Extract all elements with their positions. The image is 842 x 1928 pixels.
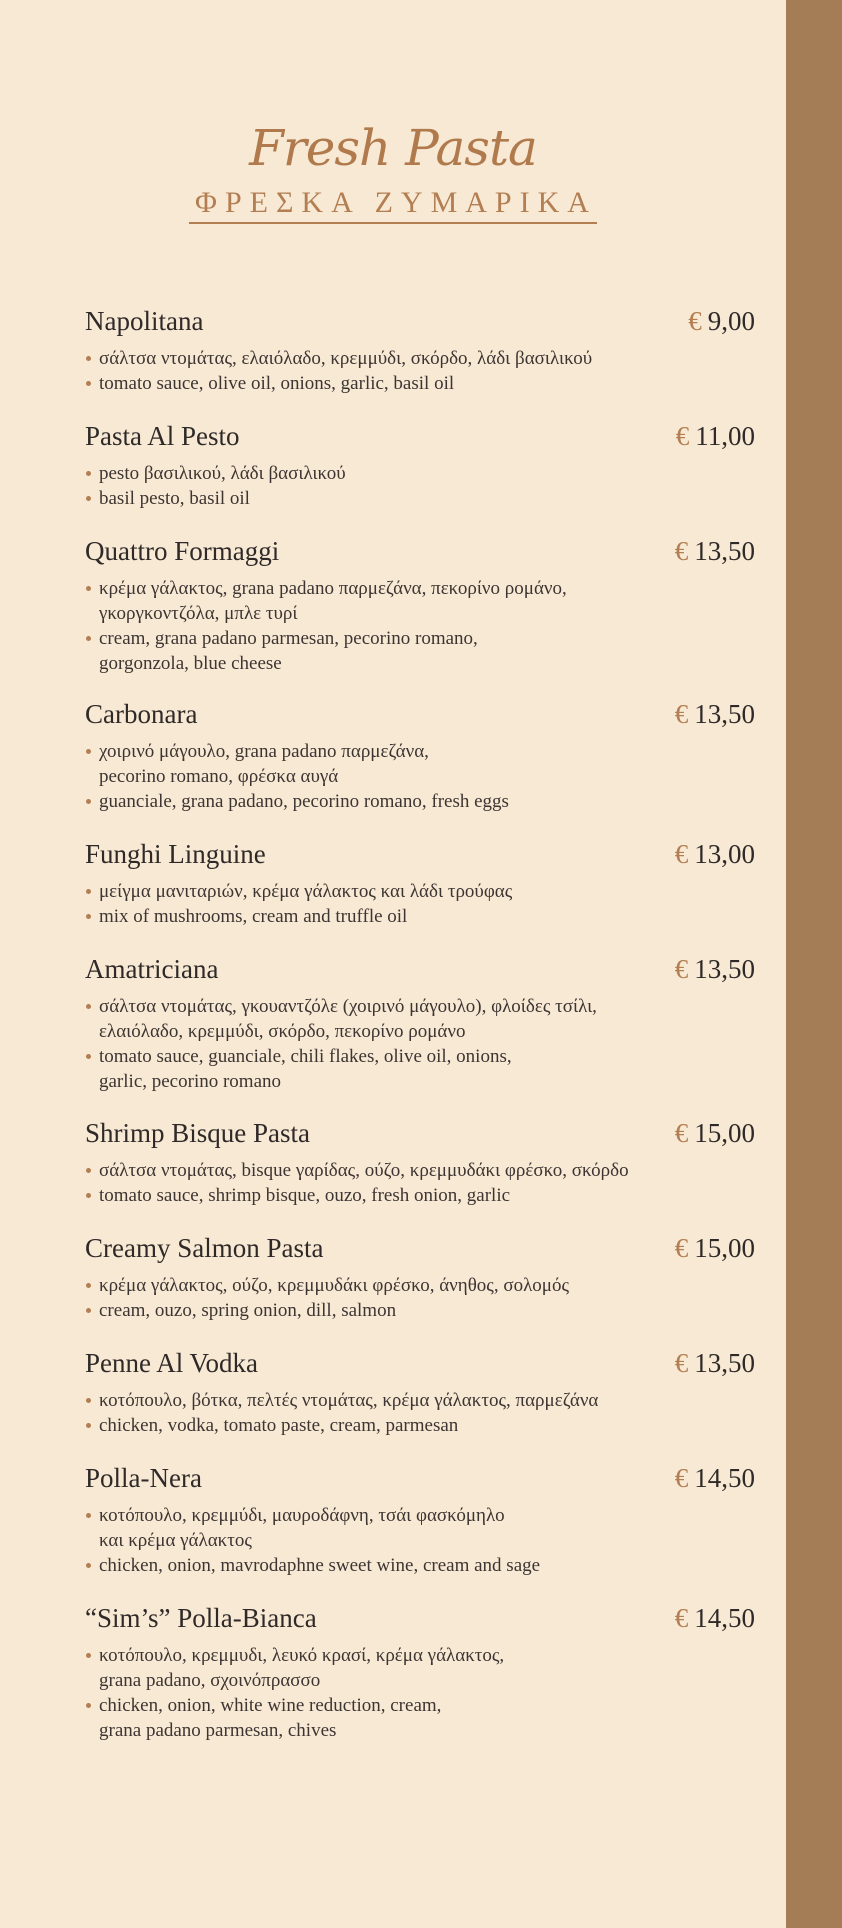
- dish-price: [688, 306, 755, 337]
- menu-item: [85, 1603, 755, 1743]
- dish-name: Creamy Salmon Pasta: [85, 1233, 324, 1263]
- menu-item-header: [85, 839, 755, 879]
- dish-price: [675, 1118, 755, 1149]
- ingredient-line-bulleted: pesto βασιλικού, λάδι βασιλικού: [85, 461, 755, 486]
- euro-symbol: €: [674, 954, 689, 984]
- menu-item: [85, 421, 755, 511]
- ingredient-line-bulleted: chicken, onion, mavrodaphne sweet wine, cream and sage: [85, 1553, 755, 1578]
- ingredient-line-bulleted: κοτόπουλο, κρεμμύδι, μαυροδάφνη, τσάι φασκόμηλο: [85, 1503, 755, 1528]
- dish-name: Penne Al Vodka: [85, 1348, 259, 1378]
- menu-item: [85, 536, 755, 676]
- price-amount: 14,50: [694, 1463, 755, 1493]
- price-amount: 11,00: [695, 421, 755, 451]
- dish-description: [85, 576, 755, 676]
- euro-symbol: €: [674, 1118, 689, 1148]
- ingredient-line-bulleted: κοτόπουλο, βότκα, πελτές ντομάτας, κρέμα γάλακτος, παρμεζάνα: [85, 1388, 755, 1413]
- dish-price: [676, 421, 755, 452]
- price-amount: 13,50: [694, 536, 755, 566]
- dish-description: [85, 461, 755, 511]
- dish-description: [85, 1503, 755, 1578]
- menu-item-header: [85, 1603, 755, 1643]
- dish-description: [85, 1273, 755, 1323]
- dish-price: [675, 699, 755, 730]
- price-amount: 15,00: [694, 1233, 755, 1263]
- dish-name: Quattro Formaggi: [85, 536, 280, 566]
- dish-name: Funghi Linguine: [85, 839, 266, 869]
- ingredient-line-bulleted: κρέμα γάλακτος, ούζο, κρεμμυδάκι φρέσκο, άνηθος, σολομός: [85, 1273, 755, 1298]
- euro-symbol: €: [674, 839, 689, 869]
- dish-description: [85, 1643, 755, 1743]
- ingredient-line-bulleted: cream, ouzo, spring onion, dill, salmon: [85, 1298, 755, 1323]
- menu-item-header: [85, 536, 755, 576]
- ingredient-line-continued: gorgonzola, blue cheese: [99, 653, 282, 674]
- ingredient-line-continued: grana padano, σχοινόπρασσο: [99, 1670, 321, 1691]
- menu-item: [85, 1118, 755, 1208]
- ingredient-line-bulleted: tomato sauce, olive oil, onions, garlic, basil oil: [85, 371, 755, 396]
- price-amount: 13,00: [694, 839, 755, 869]
- price-amount: 9,00: [707, 306, 755, 336]
- dish-price: [675, 1348, 755, 1379]
- dish-price: [675, 1603, 755, 1634]
- euro-symbol: €: [674, 1463, 689, 1493]
- menu-item-header: [85, 1348, 755, 1388]
- ingredient-line-bulleted: κοτόπουλο, κρεμμυδι, λευκό κρασί, κρέμα γάλακτος,: [85, 1643, 755, 1668]
- ingredient-line-continued: ελαιόλαδο, κρεμμύδι, σκόρδο, πεκορίνο ρομάνο: [99, 1021, 466, 1042]
- ingredient-line-bulleted: chicken, onion, white wine reduction, cream,: [85, 1693, 755, 1718]
- menu-item-header: [85, 306, 755, 346]
- euro-symbol: €: [674, 536, 689, 566]
- dish-price: [675, 536, 755, 567]
- ingredient-line-bulleted: guanciale, grana padano, pecorino romano, fresh eggs: [85, 789, 755, 814]
- dish-price: [675, 1463, 755, 1494]
- ingredient-line-continued: γκοργκοντζόλα, μπλε τυρί: [99, 603, 298, 624]
- euro-symbol: €: [674, 699, 689, 729]
- dish-description: [85, 1158, 755, 1208]
- dish-name: Pasta Al Pesto: [85, 421, 240, 451]
- ingredient-line-bulleted: χοιρινό μάγουλο, grana padano παρμεζάνα,: [85, 739, 755, 764]
- dish-name: Carbonara: [85, 699, 198, 729]
- menu-item: [85, 699, 755, 814]
- dish-name: Napolitana: [85, 306, 204, 336]
- menu-item: [85, 1233, 755, 1323]
- dish-name: Polla-Nera: [85, 1463, 202, 1493]
- ingredient-line-bulleted: mix of mushrooms, cream and truffle oil: [85, 904, 755, 929]
- dish-name: Shrimp Bisque Pasta: [85, 1118, 311, 1148]
- ingredient-line-bulleted: tomato sauce, guanciale, chili flakes, olive oil, onions,: [85, 1044, 755, 1069]
- euro-symbol: €: [674, 1233, 689, 1263]
- ingredient-line-bulleted: κρέμα γάλακτος, grana padano παρμεζάνα, πεκορίνο ρομάνο,: [85, 576, 755, 601]
- menu-header: [0, 118, 786, 224]
- ingredient-line-bulleted: σάλτσα ντομάτας, ελαιόλαδο, κρεμμύδι, σκόρδο, λάδι βασιλικού: [85, 346, 755, 371]
- menu-item: [85, 306, 755, 396]
- price-amount: 15,00: [694, 1118, 755, 1148]
- menu-item-header: [85, 1118, 755, 1158]
- ingredient-line-continued: grana padano parmesan, chives: [99, 1720, 337, 1741]
- dish-description: [85, 879, 755, 929]
- ingredient-line-bulleted: tomato sauce, shrimp bisque, ouzo, fresh onion, garlic: [85, 1183, 755, 1208]
- section-subtitle-greek: ΦΡΕΣΚΑ ΖΥΜΑΡΙΚΑ: [189, 186, 597, 224]
- menu-item-header: [85, 1233, 755, 1273]
- dish-price: [675, 954, 755, 985]
- ingredient-line-continued: garlic, pecorino romano: [99, 1071, 282, 1092]
- price-amount: 13,50: [694, 1348, 755, 1378]
- dish-description: [85, 1388, 755, 1438]
- menu-item: [85, 954, 755, 1094]
- dish-description: [85, 346, 755, 396]
- menu-item-header: [85, 954, 755, 994]
- dish-name: Amatriciana: [85, 954, 219, 984]
- ingredient-line-bulleted: cream, grana padano parmesan, pecorino romano,: [85, 626, 755, 651]
- ingredient-line-continued: pecorino romano, φρέσκα αυγά: [99, 766, 339, 787]
- menu-item: [85, 839, 755, 929]
- menu-item-header: [85, 421, 755, 461]
- menu-item-header: [85, 1463, 755, 1503]
- price-amount: 13,50: [694, 699, 755, 729]
- dish-price: [675, 1233, 755, 1264]
- ingredient-line-bulleted: chicken, vodka, tomato paste, cream, parmesan: [85, 1413, 755, 1438]
- euro-symbol: €: [675, 421, 690, 451]
- section-title: Fresh Pasta: [249, 119, 537, 177]
- ingredient-line-bulleted: basil pesto, basil oil: [85, 486, 755, 511]
- price-amount: 14,50: [694, 1603, 755, 1633]
- euro-symbol: €: [674, 1348, 689, 1378]
- ingredient-line-bulleted: σάλτσα ντομάτας, bisque γαρίδας, ούζο, κρεμμυδάκι φρέσκο, σκόρδο: [85, 1158, 755, 1183]
- euro-symbol: €: [688, 306, 702, 336]
- euro-symbol: €: [674, 1603, 689, 1633]
- ingredient-line-continued: και κρέμα γάλακτος: [99, 1530, 252, 1551]
- decorative-side-band: [786, 0, 842, 1928]
- ingredient-line-bulleted: σάλτσα ντομάτας, γκουαντζόλε (χοιρινό μάγουλο), φλοίδες τσίλι,: [85, 994, 755, 1019]
- dish-price: [675, 839, 755, 870]
- dish-name: “Sim’s” Polla-Bianca: [85, 1603, 317, 1633]
- dish-description: [85, 994, 755, 1094]
- price-amount: 13,50: [694, 954, 755, 984]
- menu-item: [85, 1463, 755, 1578]
- ingredient-line-bulleted: μείγμα μανιταριών, κρέμα γάλακτος και λάδι τρούφας: [85, 879, 755, 904]
- menu-item: [85, 1348, 755, 1438]
- menu-item-header: [85, 699, 755, 739]
- dish-description: [85, 739, 755, 814]
